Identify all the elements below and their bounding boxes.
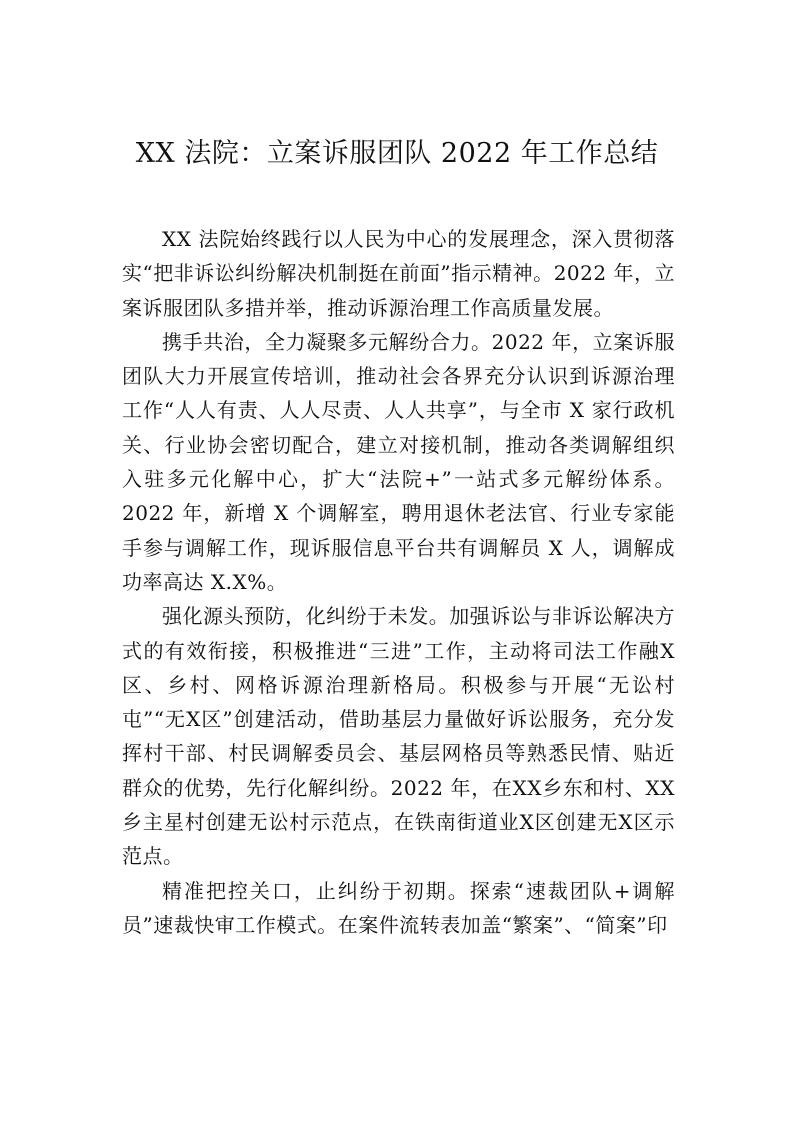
paragraph-prevention: 强化源头预防，化纠纷于未发。加强诉讼与非诉讼解决方式的有效衔接，积极推进“三进”工作，主动将司法工作融X区、乡村、网格诉源治理新格局。积极参与开展“无讼村屯”“无X区”创建活动，借助基层力量做好诉讼服务，充分发挥村干部、村民调解委员会、基层网格员等熟悉民情、贴近群众的优势，先行化解纠纷。2022 年，在XX乡东和村、XX乡主星村创建无讼村示范点，在铁南街道业X区创建无X区示范点。 xyxy=(122,604,675,869)
paragraph-control: 精准把控关口，止纠纷于初期。探索“速裁团队+调解员”速裁快审工作模式。在案件流转表加盖“繁案”、“简案”印 xyxy=(122,878,675,937)
paragraph-intro: XX 法院始终践行以人民为中心的发展理念，深入贯彻落实“把非诉讼纠纷解决机制挺在前面”指示精神。2022 年，立案诉服团队多措并举，推动诉源治理工作高质量发展。 xyxy=(122,227,675,320)
document-title: XX 法院：立案诉服团队 2022 年工作总结 xyxy=(135,138,659,169)
document-body xyxy=(122,222,675,942)
paragraph-cooperation: 携手共治，全力凝聚多元解纷合力。2022 年，立案诉服团队大力开展宣传培训，推动社会各界充分认识到诉源治理工作“人人有责、人人尽责、人人共享”，与全市 X 家行政机关、行业协会密切配合，建立对接机制，推动各类调解组织入驻多元化解中心，扩大“法院+”一站式多元解纷体系。2022 年，新增 X 个调解室，聘用退休老法官、行业专家能手参与调解工作，现诉服信息平台共有调解员 X 人，调解成功率高达 X.X%。 xyxy=(122,329,675,594)
